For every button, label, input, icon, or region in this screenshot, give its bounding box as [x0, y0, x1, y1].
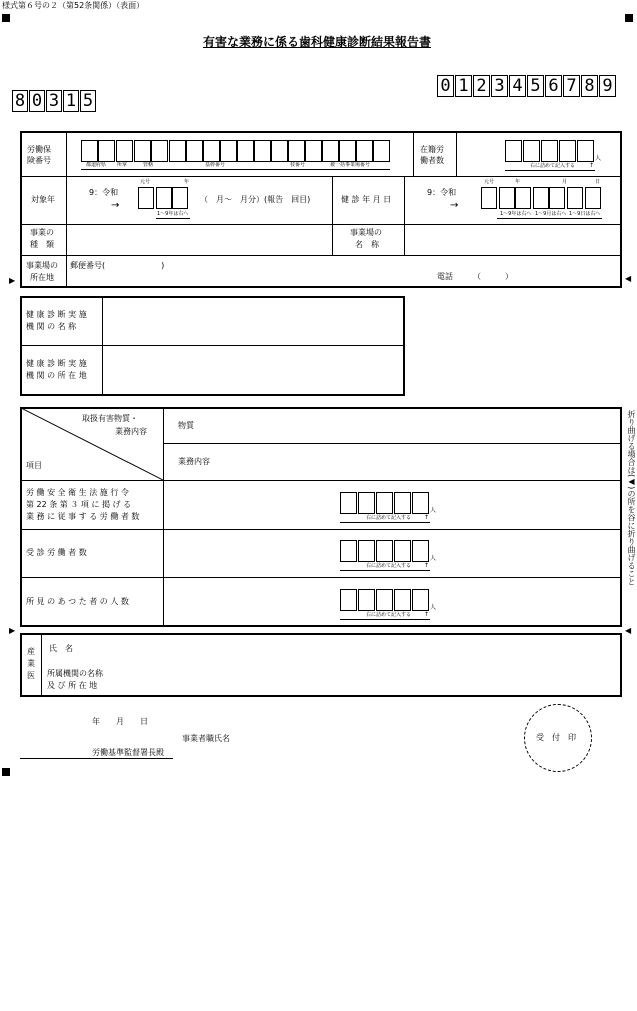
addressee: 労働基準監督署長殿: [92, 748, 164, 757]
hint-line: [497, 218, 602, 219]
digit-box[interactable]: [394, 492, 411, 514]
digit-box[interactable]: [559, 140, 576, 162]
digit-box[interactable]: [340, 589, 357, 611]
report-date: 年 月 日: [92, 717, 148, 726]
unit-person: 人: [430, 555, 437, 562]
business-name-label-2: 名 称: [355, 240, 379, 249]
sub-label-base-number: 基幹番号: [205, 162, 226, 168]
right-align-hint: 右に詰めて記入する: [366, 612, 412, 618]
postal-code: 郵便番号( ): [70, 261, 165, 270]
digit-box[interactable]: [481, 187, 497, 209]
digit-box[interactable]: [169, 140, 186, 162]
form-number: 様式第６号の２（第52条関係）（表面）: [2, 1, 145, 10]
digit-box[interactable]: [134, 140, 151, 162]
divider: [21, 577, 621, 578]
institution-name-label-2: 機 関 の 名 称: [26, 322, 77, 331]
digit-box[interactable]: [237, 140, 254, 162]
code-digit: 0: [29, 90, 45, 112]
physician-side-label: 産: [27, 647, 35, 656]
month-hint: 1～9月は右へ: [535, 211, 567, 217]
digit-box[interactable]: [567, 187, 583, 209]
digit-box[interactable]: [499, 187, 515, 209]
work-content-field[interactable]: [225, 445, 621, 479]
physician-affiliation-label-2: 及 び 所 在 地: [47, 681, 98, 690]
digit-box[interactable]: [186, 140, 203, 162]
right-align-hint: 右に詰めて記入する: [366, 563, 412, 569]
corner-marker-bottom-left: [2, 768, 10, 776]
unit-person: 人: [430, 604, 437, 611]
addressee-underline: [20, 758, 173, 759]
row-examined-workers-label: 受 診 労 働 者 数: [26, 548, 87, 557]
sub-label-office: 所掌: [117, 162, 128, 168]
fold-marker-left: ▶: [9, 626, 16, 635]
ocr-digit: 9: [599, 75, 616, 97]
digit-box[interactable]: [394, 540, 411, 562]
digit-box[interactable]: [358, 589, 375, 611]
divider: [21, 529, 621, 530]
divider: [21, 176, 621, 177]
right-align-hint: 右に詰めて記入する: [530, 163, 576, 169]
year-hint: 1～9年は右へ: [157, 211, 189, 217]
digit-box[interactable]: [376, 589, 393, 611]
day-hint: 1～9日は右へ: [569, 211, 601, 217]
unit-person: 人: [595, 155, 602, 162]
ocr-digit: 7: [563, 75, 580, 97]
row-listed-workers-label: 労 働 安 全 衛 生 法 施 行 令: [26, 488, 129, 497]
digit-box[interactable]: [376, 492, 393, 514]
digit-box[interactable]: [585, 187, 601, 209]
digit-box[interactable]: [356, 140, 373, 162]
insurance-number-label-2: 険番号: [27, 156, 51, 165]
arrow-right-icon: →: [450, 200, 459, 211]
corner-marker-top-right: [625, 14, 633, 22]
business-type-field[interactable]: [67, 225, 332, 255]
divider: [163, 408, 164, 626]
enrolled-workers-label: 在籍労: [420, 145, 444, 154]
divider: [332, 177, 333, 255]
digit-box[interactable]: [523, 140, 540, 162]
fold-marker-left: ▶: [9, 276, 16, 285]
institution-name-field[interactable]: [103, 297, 404, 345]
digit-box[interactable]: [254, 140, 271, 162]
sub-label-day: 日: [595, 179, 601, 185]
reception-stamp-label: 受 付 印: [536, 733, 576, 742]
institution-address-field[interactable]: [103, 346, 404, 395]
code-digit: 5: [80, 90, 96, 112]
digit-box[interactable]: [541, 140, 558, 162]
sub-label-era: 元号: [484, 179, 495, 185]
digit-box[interactable]: [549, 187, 565, 209]
digit-box[interactable]: [412, 540, 429, 562]
business-type-label-2: 種 類: [30, 240, 54, 249]
code-digit: 8: [12, 90, 28, 112]
digit-box[interactable]: [271, 140, 288, 162]
hint-line: [156, 218, 190, 219]
header-top-label-2: 業務内容: [115, 427, 147, 436]
physician-name-field[interactable]: [90, 640, 620, 656]
right-align-hint: 右に詰めて記入する: [366, 515, 412, 521]
digit-box[interactable]: [412, 492, 429, 514]
hint-line: [340, 522, 430, 523]
target-year-label: 対象年: [31, 195, 55, 204]
ocr-digit: 4: [509, 75, 526, 97]
period-text: （ 月～ 月分）(報告 回目): [200, 195, 311, 204]
sub-label-year: 年: [515, 179, 521, 185]
arrow-up-icon: ↑: [424, 611, 430, 618]
row-findings-label: 所 見 の あ つ た 者 の 人 数: [26, 597, 129, 606]
era-reiwa-2: 9：令和: [427, 188, 457, 197]
code-digit: 3: [46, 90, 62, 112]
digit-box[interactable]: [156, 187, 172, 209]
sub-label-bulk-number: 被一括事業場番号: [330, 162, 371, 168]
year-hint: 1～9年は右へ: [500, 211, 532, 217]
hint-line: [340, 570, 430, 571]
ocr-digit: 8: [581, 75, 598, 97]
digit-box[interactable]: [151, 140, 168, 162]
digit-box[interactable]: [340, 540, 357, 562]
ocr-digit: 5: [527, 75, 544, 97]
sub-label-branch-number: 枝番号: [290, 162, 306, 168]
ocr-digit: 1: [455, 75, 472, 97]
digit-box[interactable]: [220, 140, 237, 162]
employer-name-label: 事業者職氏名: [182, 734, 230, 743]
digit-box[interactable]: [172, 187, 188, 209]
arrow-up-icon: ↑: [424, 514, 430, 521]
institution-name-label: 健 康 診 断 実 施: [26, 310, 87, 319]
insurance-number-label: 労働保: [27, 145, 51, 154]
divider: [456, 132, 457, 176]
corner-marker-top-left: [2, 14, 10, 22]
physician-name-label: 氏 名: [49, 644, 73, 653]
unit-person: 人: [430, 507, 437, 514]
arrow-up-icon: ↑: [424, 562, 430, 569]
divider: [41, 634, 42, 696]
business-address-label: 事業場の: [26, 261, 58, 270]
physician-affiliation-field[interactable]: [130, 666, 620, 694]
digit-box[interactable]: [373, 140, 390, 162]
arrow-right-icon: →: [111, 200, 120, 211]
physician-side-label-2: 業: [27, 659, 35, 668]
digit-box[interactable]: [533, 187, 549, 209]
divider: [413, 132, 414, 176]
digit-box[interactable]: [376, 540, 393, 562]
row-listed-workers-label-3: 業 務 に 従 事 す る 労 働 者 数: [26, 512, 140, 521]
digit-box[interactable]: [515, 187, 531, 209]
digit-box[interactable]: [322, 140, 339, 162]
ocr-digit: 6: [545, 75, 562, 97]
substance-label: 物質: [178, 421, 194, 430]
sub-label-era: 元号: [140, 179, 151, 185]
digit-box[interactable]: [288, 140, 305, 162]
substance-field[interactable]: [210, 409, 621, 442]
digit-box[interactable]: [305, 140, 322, 162]
digit-box[interactable]: [505, 140, 522, 162]
exam-date-label: 健 診 年 月 日: [341, 195, 392, 204]
business-address-field[interactable]: [67, 256, 621, 287]
digit-box[interactable]: [577, 140, 594, 162]
sub-label-year: 年: [184, 179, 190, 185]
digit-box[interactable]: [203, 140, 220, 162]
digit-box[interactable]: [358, 540, 375, 562]
institution-address-label-2: 機 関 の 所 在 地: [26, 371, 87, 380]
phone-number: 電話 （ ）: [437, 272, 513, 281]
era-reiwa: 9：令和: [89, 188, 119, 197]
digit-box[interactable]: [358, 492, 375, 514]
digit-box[interactable]: [340, 492, 357, 514]
sub-label-jurisdiction: 管轄: [143, 162, 154, 168]
digit-box[interactable]: [394, 589, 411, 611]
digit-box[interactable]: [138, 187, 154, 209]
business-type-label: 事業の: [30, 228, 54, 237]
sub-label-prefecture: 都道府県: [86, 162, 107, 168]
business-name-label: 事業場の: [350, 228, 382, 237]
hint-line: [505, 170, 595, 171]
physician-affiliation-label: 所属機関の名称: [47, 669, 103, 678]
digit-box[interactable]: [98, 140, 115, 162]
institution-address-label: 健 康 診 断 実 施: [26, 359, 87, 368]
digit-box[interactable]: [116, 140, 133, 162]
ocr-digit: 3: [491, 75, 508, 97]
fold-instruction: 折り曲げる場合は(◀)の所を谷に折り曲げること: [627, 410, 636, 586]
form-title: 有害な業務に係る歯科健康診断結果報告書: [203, 35, 432, 49]
code-digit: 1: [63, 90, 79, 112]
arrow-up-icon: ↑: [589, 162, 595, 169]
divider: [21, 480, 621, 481]
digit-box[interactable]: [412, 589, 429, 611]
business-address-label-2: 所在地: [30, 273, 54, 282]
work-content-label: 業務内容: [178, 457, 210, 466]
sub-label-month: 月: [562, 179, 568, 185]
header-top-label: 取扱有害物質・: [82, 414, 138, 423]
fold-marker-right: ◀: [625, 626, 632, 635]
header-item-label: 項目: [26, 461, 42, 470]
ocr-digit: 0: [437, 75, 454, 97]
hint-line: [340, 619, 430, 620]
row-listed-workers-label-2: 第 22 条 第 ３ 項 に 掲 げ る: [26, 500, 132, 509]
ocr-digit: 2: [473, 75, 490, 97]
divider: [164, 443, 621, 444]
business-name-field[interactable]: [405, 225, 621, 255]
fold-marker-right: ◀: [625, 274, 632, 283]
digit-box[interactable]: [339, 140, 356, 162]
digit-box[interactable]: [81, 140, 98, 162]
physician-side-label-3: 医: [27, 671, 35, 680]
enrolled-workers-label-2: 働者数: [420, 156, 444, 165]
employer-name-field[interactable]: [240, 730, 490, 744]
sub-label-line: [81, 169, 390, 170]
